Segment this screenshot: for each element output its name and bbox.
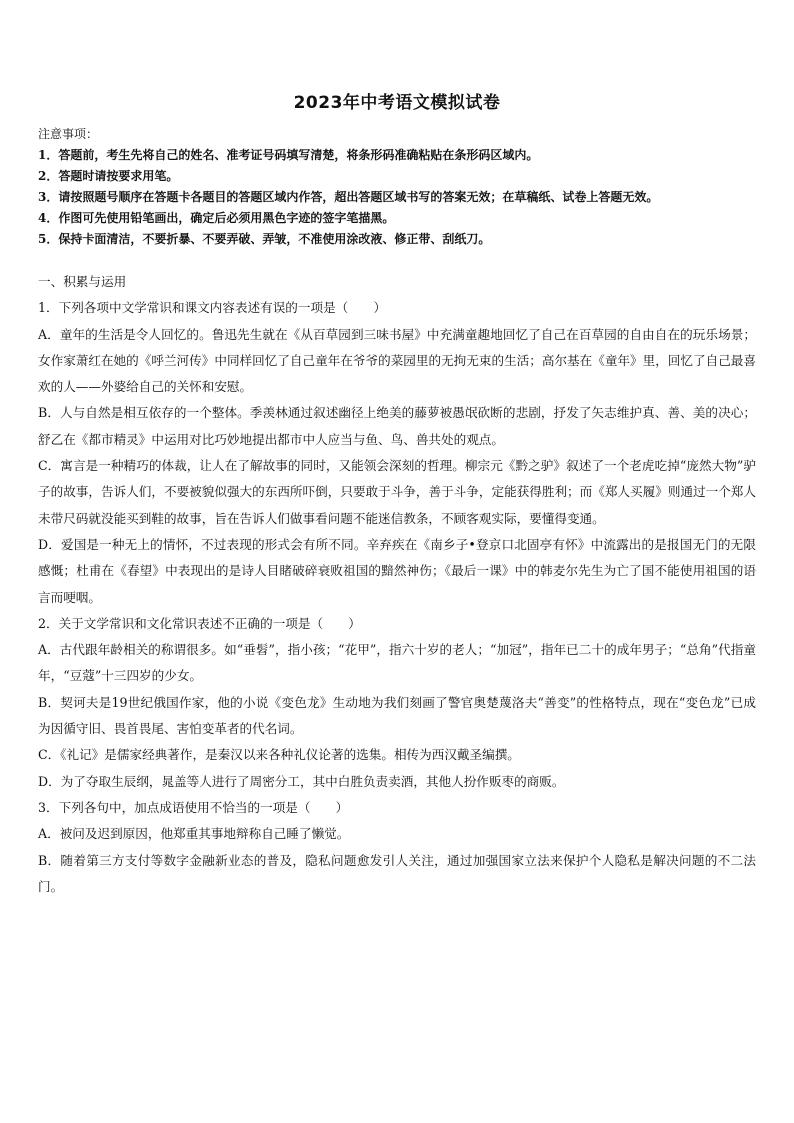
question-stem: 1．下列各项中文学常识和课文内容表述有误的一项是（ ） [38,300,387,316]
question-3 [38,795,756,900]
section-title: 一、积累与运用 [38,274,127,289]
option-b: B．随着第三方支付等数字金融新业态的普及，隐私问题愈发引人关注，通过加强国家立法来保护个人隐私是解决问题的不二法门。 [38,852,756,894]
question-1 [38,295,756,611]
option-a: A．被问及迟到原因，他郑重其事地辩称自己睡了懒觉。 [38,826,350,842]
question-stem: 3．下列各句中，加点成语使用不恰当的一项是（ ） [38,799,349,815]
exam-title: 2023年中考语文模拟试卷 [293,93,501,113]
option-b: B．契诃夫是19世纪俄国作家，他的小说《变色龙》生动地为我们刻画了警官奥楚蔑洛夫“善变”的性格特点，现在“变色龙”已成为因循守旧、畏首畏尾、害怕变革者的代名词。 [38,694,756,737]
question-2 [38,611,756,795]
option-d: D．为了夺取生辰纲，晁盖等人进行了周密分工，其中白胜负责卖酒，其他人扮作贩枣的商贩。 [38,773,565,789]
notice-heading: 注意事项： [38,127,99,141]
spacer [38,250,756,269]
notice-item-4: 4．作图可先使用铅笔画出，确定后必须用黑色字迹的签字笔描黑。 [38,211,395,225]
option-c: C．寓言是一种精巧的体裁，让人在了解故事的同时，又能领会深刻的哲理。柳宗元《黔之驴》叙述了一个老虎吃掉“庞然大物”驴子的故事，告诉人们，不要被貌似强大的东西所吓倒，只要敢于斗争，善于斗争，定能获得胜利；而《郑人买履》则通过一个郑人未带尺码就没能买到鞋的故事，旨在告诉人们做事看问题不能迷信教条，不顾客观实际，要懂得变通。 [38,458,756,526]
option-a: A．古代跟年龄相关的称谓很多。如“垂髫”，指小孩；“花甲”，指六十岁的老人；“加冠”，指年已二十的成年男子；“总角”代指童年，“豆蔻”十三四岁的少女。 [38,642,756,684]
option-a: A．童年的生活是令人回忆的。鲁迅先生就在《从百草园到三味书屋》中充满童趣地回忆了自己在百草园的自由自在的玩乐场景；女作家萧红在她的《呼兰河传》中同样回忆了自己童年在爷爷的菜园里的无拘无束的生活；高尔基在《童年》里，回忆了自己最喜欢的人——外婆给自己的关怀和安慰。 [38,326,756,395]
question-stem: 2．关于文学常识和文化常识表述不正确的一项是（ ） [38,615,361,631]
notice-block [38,124,756,250]
questions-section [38,269,756,900]
notice-item-1: 1．答题前，考生先将自己的姓名、准考证号码填写清楚，将条形码准确粘贴在条形码区域内。 [38,148,539,162]
option-d: D．爱国是一种无上的情怀，不过表现的形式会有所不同。辛弃疾在《南乡子•登京口北固亭有怀》中流露出的是报国无门的无限感慨；杜甫在《春望》中表现出的是诗人目睹破碎衰败祖国的黯然神伤；《最后一课》中的韩麦尔先生为亡了国不能使用祖国的语言而哽咽。 [38,536,756,605]
notice-item-2: 2．答题时请按要求用笔。 [38,169,179,183]
notice-item-3: 3．请按照题号顺序在答题卡各题目的答题区域内作答，超出答题区域书写的答案无效；在草稿纸、试卷上答题无效。 [38,190,659,204]
option-c: C．《礼记》是儒家经典著作，是秦汉以来各种礼仪论著的选集。相传为西汉戴圣编撰。 [38,747,520,763]
notice-item-5: 5．保持卡面清洁，不要折暴、不要弄破、弄皱，不准使用涂改液、修正带、刮纸刀。 [38,232,491,246]
option-b: B．人与自然是相互依存的一个整体。季羡林通过叙述幽径上绝美的藤萝被愚氓砍断的悲剧，抒发了矢志维护真、善、美的决心；舒乙在《都市精灵》中运用对比巧妙地提出都市中人应当与鱼、鸟、兽共处的观点。 [38,405,756,447]
